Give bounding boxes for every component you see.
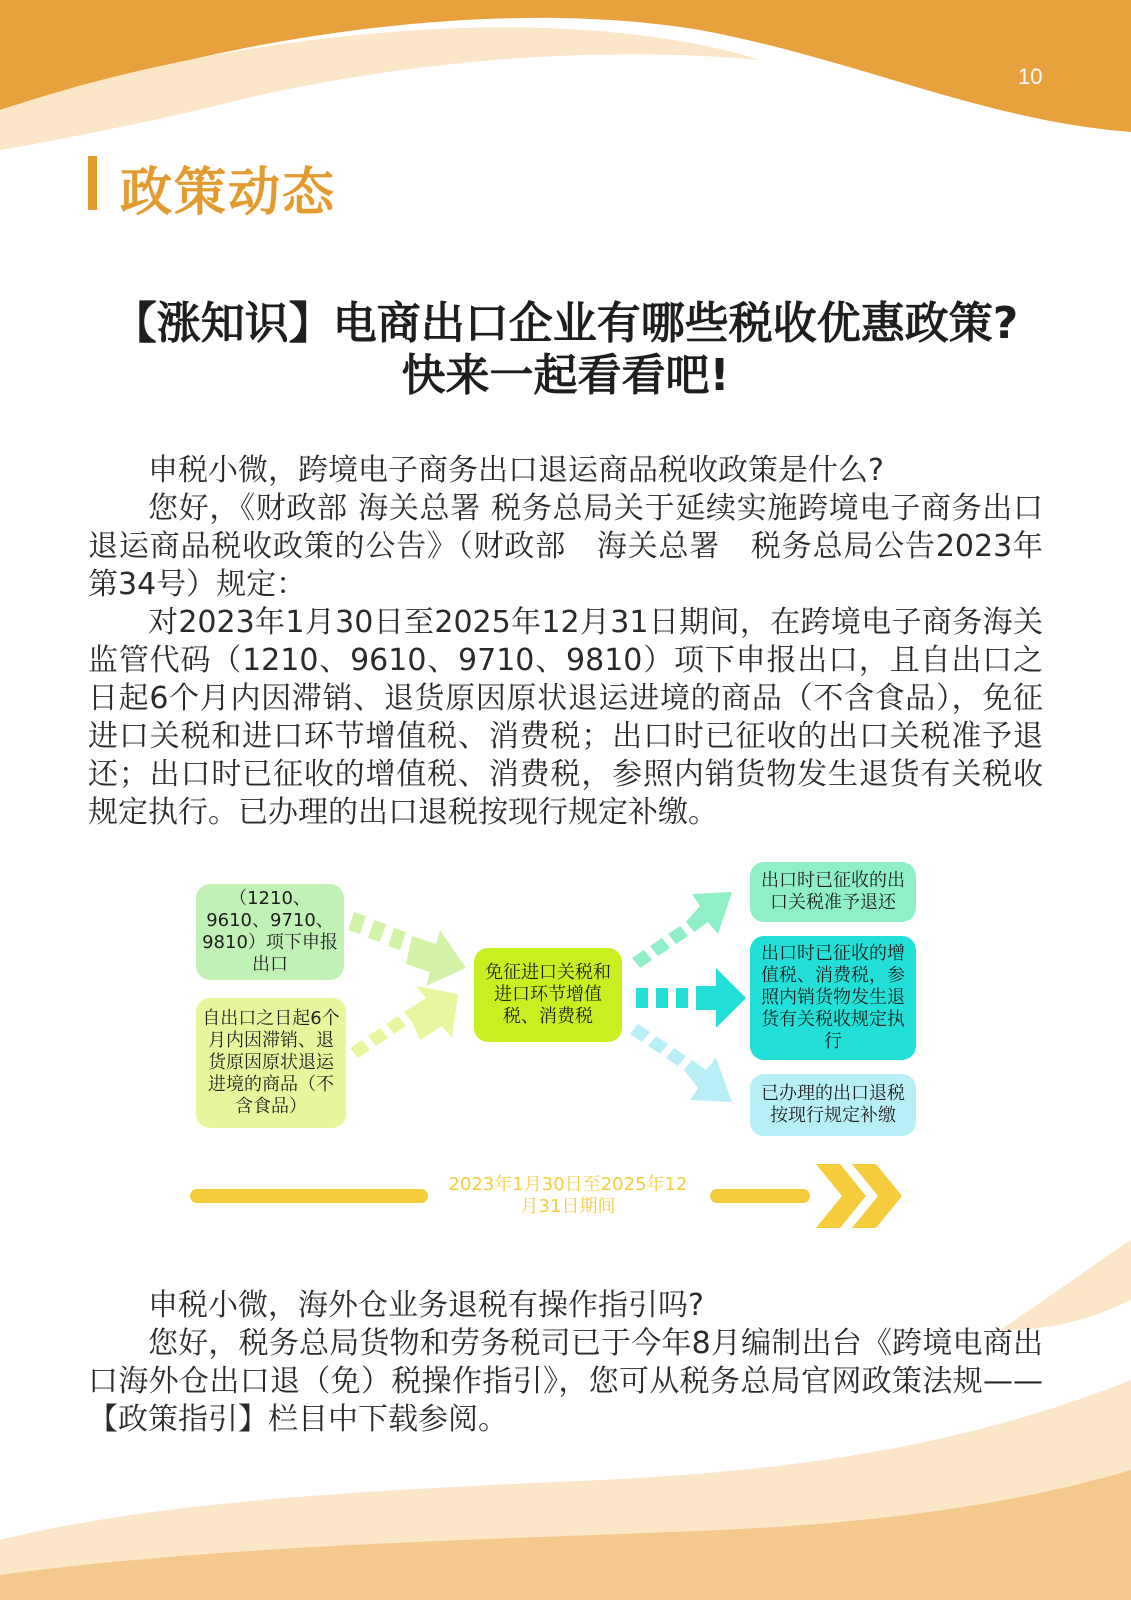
- policy-flow-diagram: [190, 868, 930, 1258]
- article-body-2: [88, 1287, 1043, 1439]
- question-paragraph: 申税小微，跨境电子商务出口退运商品税收政策是什么?: [148, 453, 884, 488]
- page-number: 10: [1018, 64, 1043, 89]
- arrow-input-2: [350, 986, 458, 1058]
- article-body-1: [88, 452, 1043, 832]
- article-headline: [60, 298, 1071, 402]
- input-box-returned-goods: 自出口之日起6个月内因滞销、退货原因原状退运进境的商品（不含食品）: [196, 998, 346, 1128]
- arrow-input-1: [348, 912, 466, 986]
- input-box-customs-codes: （1210、9610、9710、9810）项下申报出口: [196, 884, 344, 980]
- output-box-repay-refund: 已办理的出口退税按现行规定补缴: [750, 1074, 916, 1136]
- headline-line-1: 【涨知识】电商出口企业有哪些税收优惠政策?: [112, 298, 1019, 349]
- section-accent-bar: [88, 156, 97, 210]
- question-paragraph-2: 申税小微，海外仓业务退税有操作指引吗?: [148, 1288, 704, 1323]
- arrow-output-2: [636, 968, 746, 1028]
- answer-paragraph-2: 您好，税务总局货物和劳务税司已于今年8月编制出台《跨境电商出口海外仓出口退（免）税操作指引》，您可从税务总局官网政策法规——【政策指引】栏目中下载参阅。: [88, 1326, 1043, 1437]
- arrow-output-3: [630, 1024, 732, 1102]
- policy-paragraph: 对2023年1月30日至2025年12月31日期间，在跨境电子商务海关监管代码（1210、9610、9710、9810）项下申报出口，且自出口之日起6个月内因滞销、退货原因原状退运进境的商品（不含食品），免征进口关税和进口环节增值税、消费税；出口时已征收的出口关税准予退还；出口时已征收的增值税、消费税，参照内销货物发生退货有关税收规定执行。已办理的出口退税按现行规定补缴。: [88, 605, 1043, 830]
- arrow-output-1: [632, 892, 732, 968]
- section-title: 政策动态: [120, 163, 337, 223]
- output-box-vat-consumption: 出口时已征收的增值税、消费税，参照内销货物发生退货有关税收规定执行: [750, 936, 916, 1060]
- timeline-period-label: 2023年1月30日至2025年12月31日期间: [448, 1174, 688, 1217]
- output-box-duty-refund: 出口时已征收的出口关税准予退还: [750, 862, 916, 922]
- answer-paragraph: 您好，《财政部 海关总署 税务总局关于延续实施跨境电子商务出口退运商品税收政策的公告》（财政部 海关总署 税务总局公告2023年第34号）规定：: [88, 491, 1043, 602]
- headline-line-2: 快来一起看看吧!: [401, 350, 730, 401]
- center-box-tax-exemption: 免征进口关税和进口环节增值税、消费税: [474, 948, 622, 1042]
